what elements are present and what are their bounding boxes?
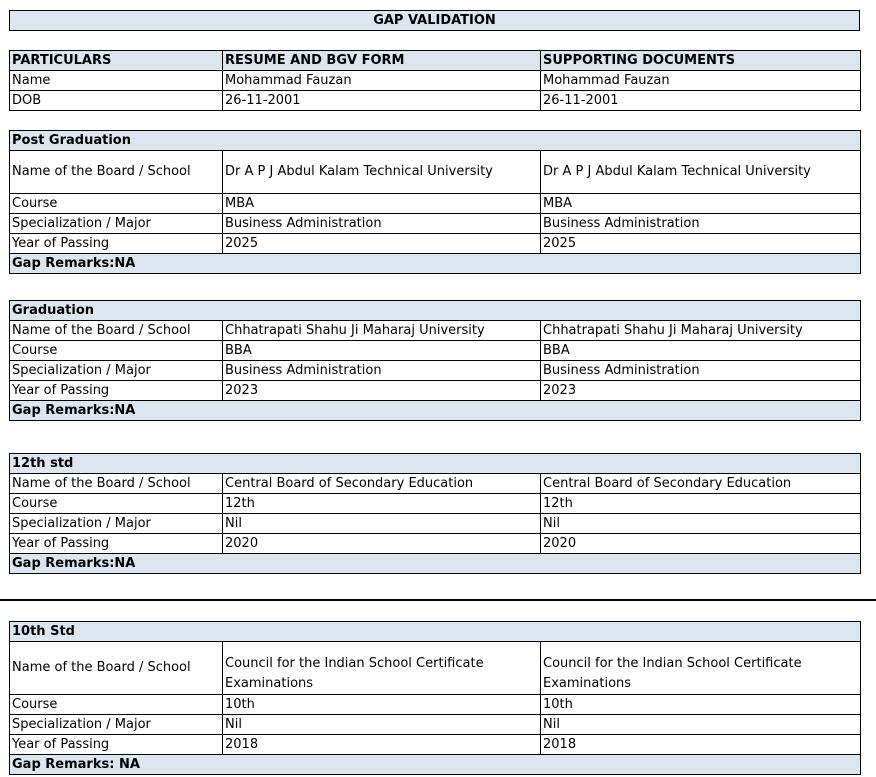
section-title: 12th std	[10, 454, 861, 474]
docs-value: 12th	[541, 494, 861, 514]
twelfth-table	[9, 453, 861, 574]
docs-value: Business Administration	[541, 214, 861, 234]
table-row	[10, 474, 861, 494]
resume-value: 2020	[223, 534, 541, 554]
row-label: Specialization / Major	[10, 361, 223, 381]
resume-value: MBA	[223, 194, 541, 214]
resume-value: Chhatrapati Shahu Ji Maharaj University	[223, 321, 541, 341]
resume-value: Council for the Indian School Certificate Examinations	[223, 642, 541, 695]
tenth-table	[9, 621, 861, 775]
resume-value: Dr A P J Abdul Kalam Technical University	[223, 151, 541, 194]
header-documents: SUPPORTING DOCUMENTS	[541, 51, 861, 71]
row-label: Year of Passing	[10, 381, 223, 401]
resume-value: Business Administration	[223, 214, 541, 234]
table-row	[10, 341, 861, 361]
table-row	[10, 234, 861, 254]
gap-remarks: Gap Remarks: NA	[10, 755, 861, 775]
section-title: Post Graduation	[10, 131, 861, 151]
resume-value: 12th	[223, 494, 541, 514]
row-label: Year of Passing	[10, 234, 223, 254]
section-title: 10th Std	[10, 622, 861, 642]
row-label: DOB	[10, 91, 223, 111]
docs-value: Dr A P J Abdul Kalam Technical University	[541, 151, 861, 194]
docs-value: 2023	[541, 381, 861, 401]
row-label: Specialization / Major	[10, 514, 223, 534]
docs-value: BBA	[541, 341, 861, 361]
docs-value: Mohammad Fauzan	[541, 71, 861, 91]
header-particulars: PARTICULARS	[10, 51, 223, 71]
resume-value: 2023	[223, 381, 541, 401]
table-row	[10, 715, 861, 735]
table-row	[10, 91, 861, 111]
docs-value: Nil	[541, 514, 861, 534]
row-label: Year of Passing	[10, 534, 223, 554]
page-title: GAP VALIDATION	[9, 10, 860, 31]
table-row	[10, 514, 861, 534]
docs-value: Chhatrapati Shahu Ji Maharaj University	[541, 321, 861, 341]
resume-value: 2018	[223, 735, 541, 755]
docs-value: Business Administration	[541, 361, 861, 381]
page-break-divider	[0, 599, 876, 601]
gap-remarks: Gap Remarks:NA	[10, 554, 861, 574]
docs-value: 10th	[541, 695, 861, 715]
row-label: Course	[10, 341, 223, 361]
resume-value: Mohammad Fauzan	[223, 71, 541, 91]
particulars-table	[9, 50, 861, 111]
graduation-table	[9, 300, 861, 421]
row-label: Specialization / Major	[10, 214, 223, 234]
row-label: Specialization / Major	[10, 715, 223, 735]
row-label: Name of the Board / School	[10, 321, 223, 341]
table-row	[10, 381, 861, 401]
table-row	[10, 642, 861, 695]
row-label: Name of the Board / School	[10, 151, 223, 194]
post-graduation-table	[9, 130, 861, 274]
gap-remarks: Gap Remarks:NA	[10, 401, 861, 421]
table-row	[10, 71, 861, 91]
row-label: Name of the Board / School	[10, 642, 223, 695]
docs-value: MBA	[541, 194, 861, 214]
docs-value: 2025	[541, 234, 861, 254]
section-title: Graduation	[10, 301, 861, 321]
table-row	[10, 534, 861, 554]
row-label: Year of Passing	[10, 735, 223, 755]
resume-value: Central Board of Secondary Education	[223, 474, 541, 494]
header-row	[10, 51, 861, 71]
table-row	[10, 321, 861, 341]
resume-value: 2025	[223, 234, 541, 254]
row-label: Name	[10, 71, 223, 91]
table-row	[10, 194, 861, 214]
docs-value: Nil	[541, 715, 861, 735]
header-resume: RESUME AND BGV FORM	[223, 51, 541, 71]
resume-value: Nil	[223, 514, 541, 534]
docs-value: Council for the Indian School Certificate Examinations	[541, 642, 861, 695]
docs-value: Central Board of Secondary Education	[541, 474, 861, 494]
resume-value: 26-11-2001	[223, 91, 541, 111]
docs-value: 2020	[541, 534, 861, 554]
table-row	[10, 361, 861, 381]
row-label: Course	[10, 695, 223, 715]
row-label: Course	[10, 194, 223, 214]
table-row	[10, 494, 861, 514]
table-row	[10, 214, 861, 234]
resume-value: Nil	[223, 715, 541, 735]
table-row	[10, 735, 861, 755]
resume-value: 10th	[223, 695, 541, 715]
table-row	[10, 151, 861, 194]
docs-value: 26-11-2001	[541, 91, 861, 111]
table-row	[10, 695, 861, 715]
row-label: Name of the Board / School	[10, 474, 223, 494]
resume-value: BBA	[223, 341, 541, 361]
gap-remarks: Gap Remarks:NA	[10, 254, 861, 274]
resume-value: Business Administration	[223, 361, 541, 381]
docs-value: 2018	[541, 735, 861, 755]
row-label: Course	[10, 494, 223, 514]
